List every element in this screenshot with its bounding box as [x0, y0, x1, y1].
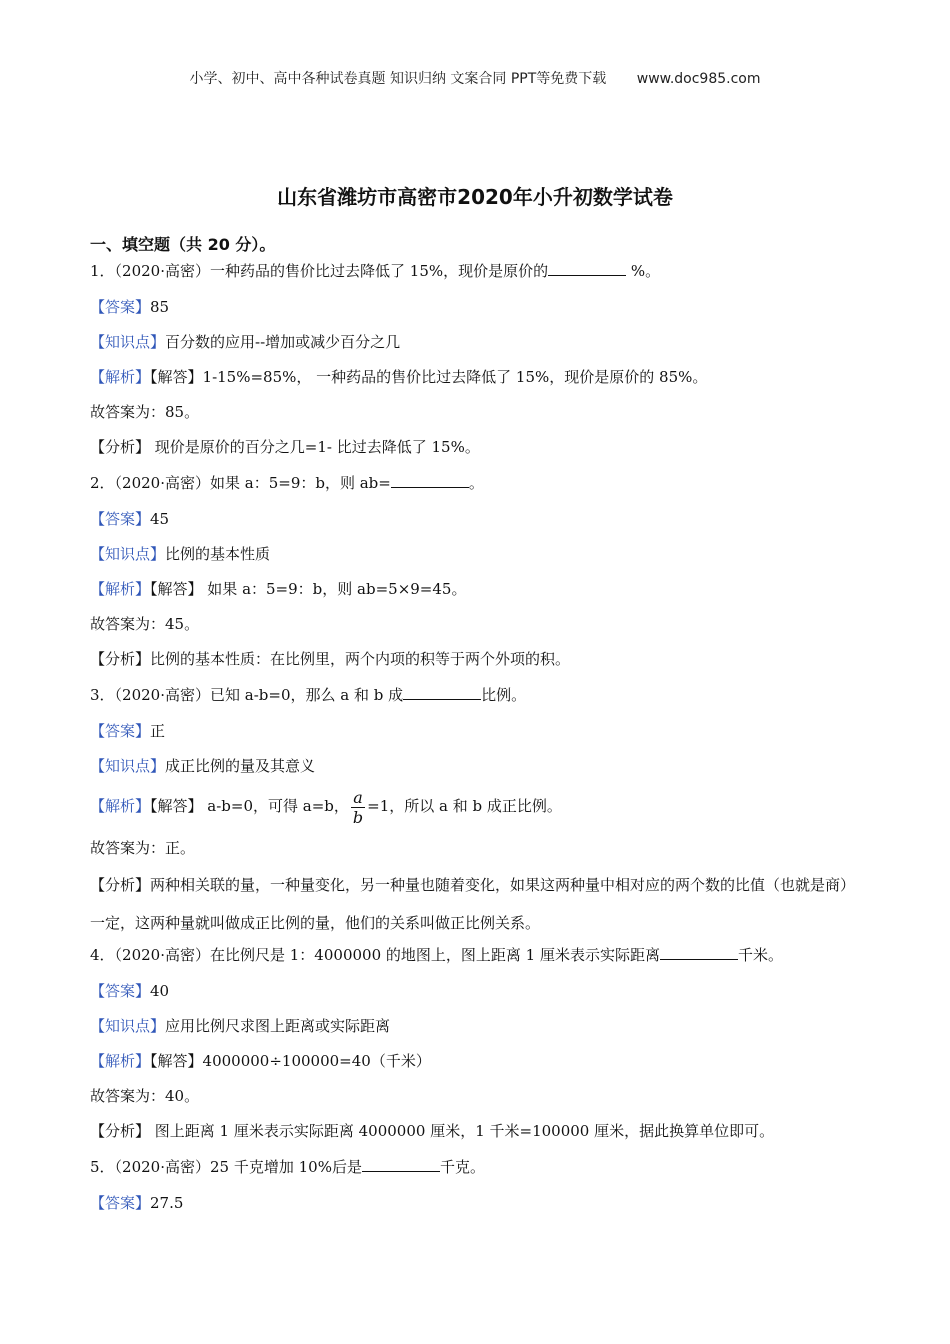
- question-number: 2．: [90, 474, 115, 492]
- fraction-denominator: b: [352, 807, 364, 827]
- question-source: （2020·高密）: [114, 946, 210, 964]
- review-line: [90, 435, 860, 459]
- answer-blank: [362, 1154, 440, 1172]
- question-number: 3．: [90, 686, 115, 704]
- review-text: 比例的基本性质：在比例里，两个内项的积等于两个外项的积。: [150, 650, 571, 668]
- question-text-after: 比例。: [481, 686, 527, 704]
- answer-blank: [403, 682, 481, 700]
- knowledge-value: 比例的基本性质: [165, 545, 271, 563]
- solution-label: 【解答】: [150, 1052, 203, 1070]
- fraction: [351, 788, 365, 827]
- review-line: [90, 647, 860, 671]
- section-heading: 一、填空题（共 20 分）。: [90, 235, 276, 254]
- answer-value: 正: [150, 722, 166, 740]
- answer-label: 【答案】: [90, 510, 151, 528]
- solution-label: 【解答】: [150, 368, 203, 386]
- answer-line: [90, 507, 860, 531]
- header-site-link[interactable]: www.doc985.com: [636, 71, 761, 87]
- question-source: （2020·高密）: [114, 1158, 210, 1176]
- solution-label: 【解答】: [150, 580, 203, 598]
- review-label: 【分析】: [90, 876, 151, 894]
- review-line: [90, 866, 860, 942]
- answer-value: 85: [150, 298, 170, 316]
- conclusion-line: 故答案为：40。: [90, 1087, 200, 1105]
- answer-line: [90, 1191, 860, 1215]
- answer-value: 40: [150, 982, 170, 1000]
- answer-label: 【答案】: [90, 982, 151, 1000]
- solution-text: 4000000÷100000=40（千米）: [202, 1052, 431, 1070]
- knowledge-label: 【知识点】: [90, 757, 166, 775]
- review-text: 图上距离 1 厘米表示实际距离 4000000 厘米，1 千米=100000 厘米，据此换算单位即可。: [150, 1122, 775, 1140]
- question-source: （2020·高密）: [114, 262, 210, 280]
- question-source: （2020·高密）: [114, 474, 210, 492]
- question-text: 25 千克增加 10%后是: [210, 1158, 362, 1176]
- knowledge-label: 【知识点】: [90, 545, 166, 563]
- analysis-label: 【解析】: [90, 368, 151, 386]
- exam-title: 山东省潍坊市高密市2020年小升初数学试卷: [277, 185, 673, 209]
- analysis-label: 【解析】: [90, 797, 151, 815]
- analysis-line: [90, 784, 860, 828]
- analysis-label: 【解析】: [90, 580, 151, 598]
- answer-label: 【答案】: [90, 298, 151, 316]
- review-text: 现价是原价的百分之几=1- 比过去降低了 15%。: [150, 438, 480, 456]
- conclusion-line: 故答案为：正。: [90, 839, 196, 857]
- question-4: [90, 942, 860, 968]
- solution-text: 如果 a：5=9：b，则 ab=5×9=45。: [202, 580, 467, 598]
- knowledge-line: [90, 1014, 860, 1038]
- page-header: [0, 68, 950, 88]
- analysis-line: [90, 1049, 860, 1073]
- review-line: [90, 1119, 860, 1143]
- answer-value: 27.5: [150, 1194, 184, 1212]
- solution-text: 1-15%=85%， 一种药品的售价比过去降低了 15%，现价是原价的 85%。: [202, 368, 708, 386]
- question-text: 如果 a：5=9：b，则 ab=: [210, 474, 391, 492]
- answer-line: [90, 295, 860, 319]
- knowledge-label: 【知识点】: [90, 1017, 166, 1035]
- question-text-after: 千克。: [439, 1158, 485, 1176]
- question-text-after: %。: [626, 262, 661, 280]
- question-text: 在比例尺是 1：4000000 的地图上，图上距离 1 厘米表示实际距离: [210, 946, 660, 964]
- knowledge-value: 成正比例的量及其意义: [165, 757, 316, 775]
- knowledge-value: 应用比例尺求图上距离或实际距离: [165, 1017, 391, 1035]
- analysis-line: [90, 365, 860, 389]
- review-label: 【分析】: [90, 1122, 151, 1140]
- question-2: [90, 470, 860, 496]
- solution-text-after: =1，所以 a 和 b 成正比例。: [367, 797, 562, 815]
- knowledge-line: [90, 542, 860, 566]
- answer-label: 【答案】: [90, 1194, 151, 1212]
- answer-blank: [548, 258, 626, 276]
- header-tagline: 小学、初中、高中各种试卷真题 知识归纳 文案合同 PPT等免费下载: [189, 71, 607, 87]
- review-label: 【分析】: [90, 650, 151, 668]
- exam-content: [90, 232, 860, 1215]
- question-text-after: 。: [468, 474, 484, 492]
- fraction-numerator: a: [351, 788, 365, 808]
- answer-blank: [660, 942, 738, 960]
- analysis-label: 【解析】: [90, 1052, 151, 1070]
- solution-text: a-b=0，可得 a=b，: [202, 797, 349, 815]
- answer-blank: [391, 470, 469, 488]
- question-number: 1．: [90, 262, 115, 280]
- conclusion-line: 故答案为：45。: [90, 615, 200, 633]
- question-1: [90, 258, 860, 284]
- question-3: [90, 682, 860, 708]
- answer-line: [90, 979, 860, 1003]
- answer-value: 45: [150, 510, 170, 528]
- question-text: 一种药品的售价比过去降低了 15%，现价是原价的: [210, 262, 549, 280]
- review-text: 两种相关联的量，一种量变化，另一种量也随着变化，如果这两种量中相对应的两个数的比值（也就是商）一定，这两种量就叫做成正比例的量，他们的关系叫做正比例关系。: [90, 876, 856, 932]
- question-text-after: 千米。: [737, 946, 783, 964]
- knowledge-line: [90, 330, 860, 354]
- knowledge-line: [90, 754, 860, 778]
- review-label: 【分析】: [90, 438, 151, 456]
- question-5: [90, 1154, 860, 1180]
- question-text: 已知 a-b=0，那么 a 和 b 成: [210, 686, 404, 704]
- question-number: 4．: [90, 946, 115, 964]
- answer-label: 【答案】: [90, 722, 151, 740]
- question-source: （2020·高密）: [114, 686, 210, 704]
- knowledge-value: 百分数的应用--增加或减少百分之几: [165, 333, 401, 351]
- answer-line: [90, 719, 860, 743]
- analysis-line: [90, 577, 860, 601]
- solution-label: 【解答】: [150, 797, 203, 815]
- conclusion-line: 故答案为：85。: [90, 403, 200, 421]
- knowledge-label: 【知识点】: [90, 333, 166, 351]
- question-number: 5．: [90, 1158, 115, 1176]
